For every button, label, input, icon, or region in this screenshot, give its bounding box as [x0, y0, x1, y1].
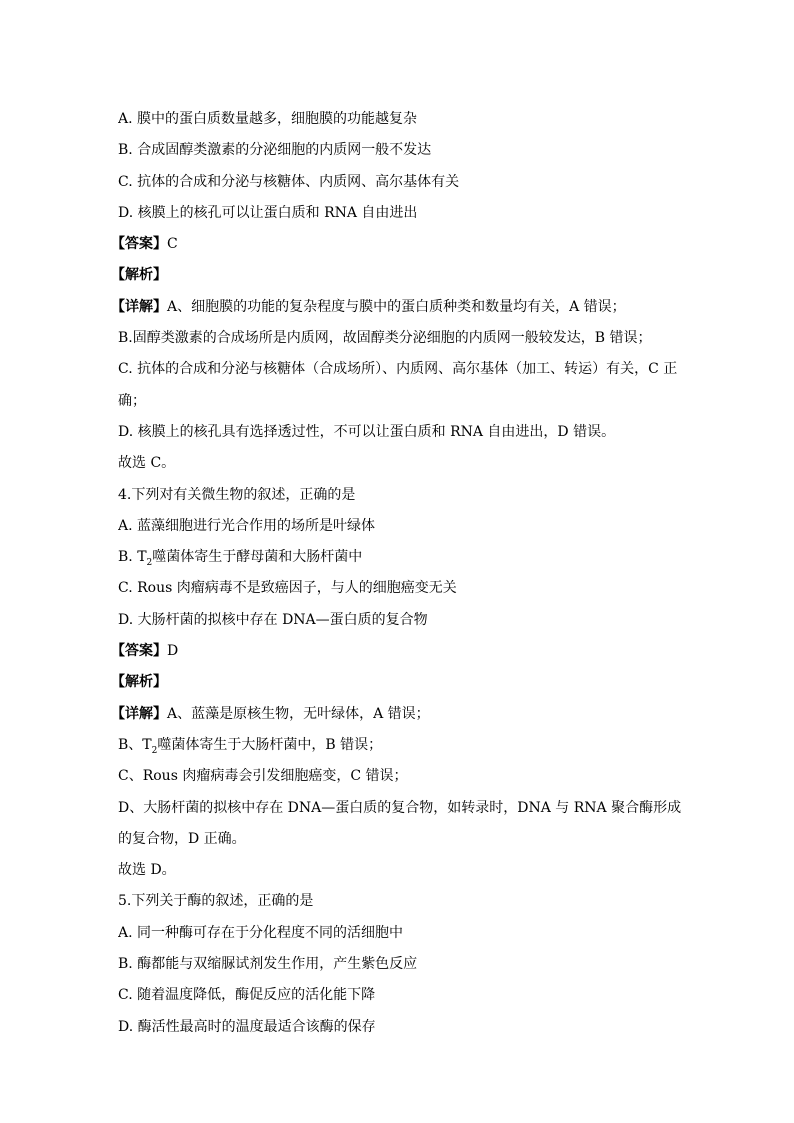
q3-option-d: D. 核膜上的核孔可以让蛋白质和 RNA 自由进出 [118, 204, 418, 221]
q4-analysis-label: 【解析】 [111, 674, 167, 691]
q4-answer-value: D [167, 643, 179, 660]
q3-detail-c-cont: 确； [118, 392, 146, 409]
q4-option-a: A. 蓝藻细胞进行光合作用的场所是叶绿体 [118, 517, 376, 534]
q4-stem: 4.下列对有关微生物的叙述，正确的是 [118, 486, 356, 503]
q4-detail-b-prefix: B、T [118, 736, 152, 753]
q4-option-b [118, 542, 684, 573]
q4-detail-a [111, 699, 684, 730]
q3-analysis-label: 【解析】 [111, 267, 167, 284]
q5-stem: 5.下列关于酶的叙述，正确的是 [118, 893, 314, 910]
q3-answer-value: C [167, 236, 178, 253]
q4-detail-label: 【详解】 [111, 705, 167, 722]
q4-option-c: C. Rous 肉瘤病毒不是致癌因子，与人的细胞癌变无关 [118, 580, 457, 597]
q4-detail-a-text: A、蓝藻是原核生物，无叶绿体，A 错误； [167, 705, 430, 722]
q5-option-b: B. 酶都能与双缩脲试剂发生作用，产生紫色反应 [118, 956, 418, 973]
q4-answer-label: 【答案】 [111, 643, 167, 660]
q4-detail-c: C、Rous 肉瘤病毒会引发细胞癌变，C 错误； [118, 768, 408, 785]
q3-detail-b: B.固醇类激素的合成场所是内质网，故固醇类分泌细胞的内质网一般较发达，B 错误； [118, 330, 652, 347]
q4-detail-d-cont: 的复合物，D 正确。 [118, 830, 246, 847]
q3-answer [111, 229, 684, 260]
q4-detail-b [118, 730, 684, 761]
q3-detail-a [111, 292, 684, 323]
q3-option-b: B. 合成固醇类激素的分泌细胞的内质网一般不发达 [118, 142, 432, 159]
q4-answer [111, 636, 684, 667]
q3-detail-label: 【详解】 [111, 298, 167, 315]
q3-detail-d: D. 核膜上的核孔具有选择透过性，不可以让蛋白质和 RNA 自由进出，D 错误。 [118, 423, 616, 440]
q4-conclusion: 故选 D。 [118, 862, 176, 879]
q3-option-c: C. 抗体的合成和分泌与核糖体、内质网、高尔基体有关 [118, 173, 460, 190]
q4-option-b-prefix: B. T [118, 549, 147, 566]
q4-option-b-suffix: 噬菌体寄生于酵母菌和大肠杆菌中 [152, 549, 363, 566]
q4-detail-b-suffix: 噬菌体寄生于大肠杆菌中，B 错误； [157, 736, 383, 753]
q4-detail-b-sub: 2 [151, 745, 158, 756]
q4-detail-d: D、大肠杆菌的拟核中存在 DNA—蛋白质的复合物，如转录时，DNA 与 RNA 聚合酶形成 [118, 799, 682, 816]
q3-answer-label: 【答案】 [111, 236, 167, 253]
q3-option-a: A. 膜中的蛋白质数量越多，细胞膜的功能越复杂 [118, 111, 418, 127]
q5-option-a: A. 同一种酶可存在于分化程度不同的活细胞中 [118, 924, 404, 941]
q5-option-d: D. 酶活性最高时的温度最适合该酶的保存 [118, 1018, 376, 1035]
q4-option-d: D. 大肠杆菌的拟核中存在 DNA—蛋白质的复合物 [118, 611, 428, 628]
q3-detail-c: C. 抗体的合成和分泌与核糖体（合成场所）、内质网、高尔基体（加工、转运）有关，C 正 [118, 361, 678, 378]
q4-option-b-sub: 2 [146, 557, 153, 568]
q3-detail-a-text: A、细胞膜的功能的复杂程度与膜中的蛋白质种类和数量均有关，A 错误； [167, 298, 626, 315]
q5-option-c: C. 随着温度降低，酶促反应的活化能下降 [118, 987, 376, 1004]
q3-conclusion: 故选 C。 [118, 455, 176, 472]
